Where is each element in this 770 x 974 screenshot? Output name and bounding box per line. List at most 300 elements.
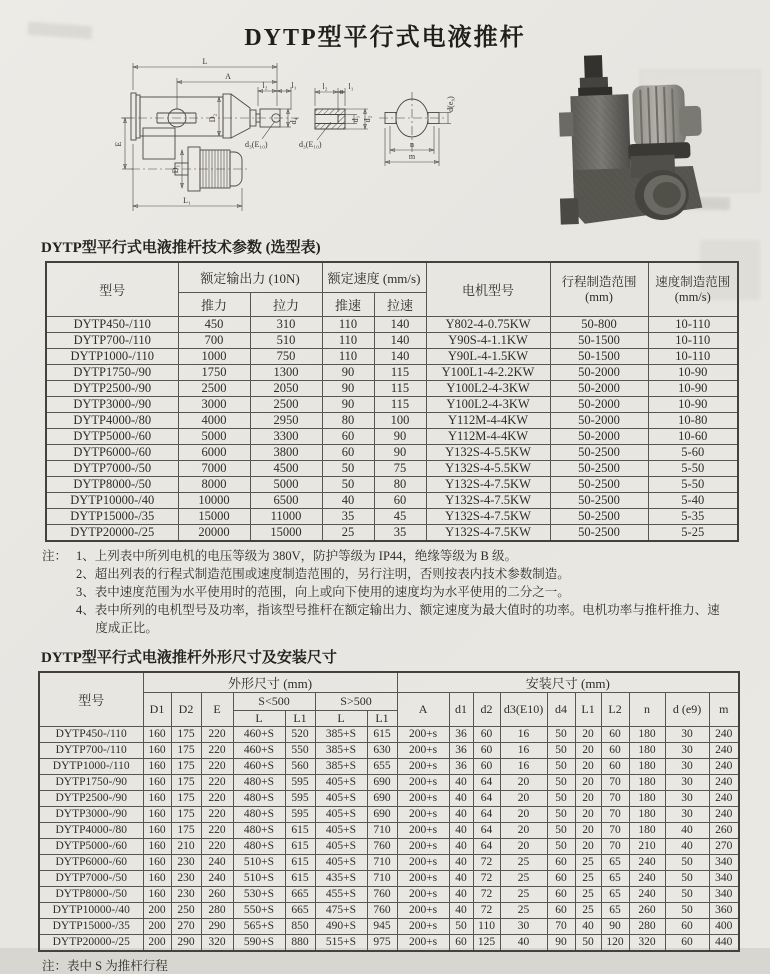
- value-cell: 220: [201, 839, 233, 855]
- value-cell: 16: [500, 727, 547, 743]
- model-cell: DYTP4000-/80: [46, 413, 178, 429]
- col-L2: L2: [601, 693, 629, 727]
- value-cell: 20: [575, 791, 601, 807]
- col-push-force: 推力: [178, 293, 250, 317]
- dimension-note: 注：表中 S 为推杆行程: [42, 959, 168, 973]
- dimension-drawing: [95, 54, 525, 224]
- value-cell: 700: [178, 333, 250, 349]
- value-cell: 945: [367, 919, 397, 935]
- value-cell: 36: [449, 743, 473, 759]
- group-s-gt-500: S>500: [315, 693, 397, 711]
- value-cell: 50: [547, 743, 575, 759]
- value-cell: 60: [473, 727, 500, 743]
- value-cell: 50-2500: [550, 525, 648, 542]
- value-cell: 64: [473, 823, 500, 839]
- dim-label-d3: d₃(E₁₀): [299, 140, 322, 149]
- value-cell: 515+S: [315, 935, 367, 952]
- speed-range-line2: (mm/s): [674, 289, 711, 304]
- value-cell: 10-90: [648, 365, 738, 381]
- model-cell: DYTP20000-/25: [39, 935, 143, 952]
- value-cell: 45: [374, 509, 426, 525]
- col-speed-range: [648, 262, 738, 317]
- spec-table-head: [46, 262, 738, 317]
- value-cell: 50: [547, 807, 575, 823]
- spec-notes: [42, 547, 728, 637]
- value-cell: 50-2000: [550, 429, 648, 445]
- value-cell: 405+S: [315, 791, 367, 807]
- page-title: DYTP型平行式电液推杆: [244, 25, 526, 51]
- value-cell: 40: [449, 887, 473, 903]
- value-cell: 520: [285, 727, 315, 743]
- value-cell: 210: [629, 839, 665, 855]
- table-row: [46, 397, 738, 413]
- value-cell: 50: [665, 887, 709, 903]
- value-cell: 11000: [250, 509, 322, 525]
- value-cell: 50: [547, 759, 575, 775]
- value-cell: 320: [201, 935, 233, 952]
- value-cell: 20: [500, 791, 547, 807]
- col-d1: d1: [449, 693, 473, 727]
- value-cell: 490+S: [315, 919, 367, 935]
- value-cell: 160: [143, 791, 171, 807]
- value-cell: 20: [500, 839, 547, 855]
- value-cell: 220: [201, 791, 233, 807]
- model-cell: DYTP700-/110: [39, 743, 143, 759]
- value-cell: 7000: [178, 461, 250, 477]
- value-cell: 115: [374, 397, 426, 413]
- value-cell: Y132S-4-7.5KW: [426, 525, 550, 542]
- value-cell: 120: [601, 935, 629, 952]
- table-row: [39, 743, 739, 759]
- value-cell: 510+S: [233, 855, 285, 871]
- value-cell: 2950: [250, 413, 322, 429]
- note-line: 2、超出列表的行程式制造范围或速度制造范围的，另行注明，否则按表内技术参数制造。: [76, 567, 570, 581]
- value-cell: 480+S: [233, 791, 285, 807]
- value-cell: 310: [250, 317, 322, 333]
- value-cell: 60: [665, 935, 709, 952]
- dim-label-E: E: [114, 141, 123, 147]
- section2-title: DYTP型平行式电液推杆外形尺寸及安装尺寸: [41, 650, 337, 666]
- value-cell: 2050: [250, 381, 322, 397]
- value-cell: 200+s: [397, 791, 449, 807]
- spec-table: [45, 261, 739, 542]
- table-row: [39, 871, 739, 887]
- value-cell: 75: [374, 461, 426, 477]
- model-cell: DYTP3000-/90: [46, 397, 178, 413]
- value-cell: 160: [143, 727, 171, 743]
- value-cell: 40: [449, 839, 473, 855]
- value-cell: 30: [500, 919, 547, 935]
- value-cell: 25: [500, 887, 547, 903]
- value-cell: 20000: [178, 525, 250, 542]
- value-cell: 20: [575, 839, 601, 855]
- value-cell: 5-60: [648, 445, 738, 461]
- value-cell: 50-1500: [550, 333, 648, 349]
- value-cell: 200+s: [397, 887, 449, 903]
- value-cell: 690: [367, 775, 397, 791]
- value-cell: 200+s: [397, 935, 449, 952]
- value-cell: 595: [285, 775, 315, 791]
- value-cell: 975: [367, 935, 397, 952]
- value-cell: Y100L1-4-2.2KW: [426, 365, 550, 381]
- dimension-table: [38, 671, 740, 952]
- value-cell: 125: [473, 935, 500, 952]
- value-cell: 50-2000: [550, 381, 648, 397]
- end-view: [379, 92, 455, 166]
- speed-range-line1: 速度制造范围: [655, 274, 731, 289]
- value-cell: 630: [367, 743, 397, 759]
- col-D2: D2: [171, 693, 201, 727]
- value-cell: 550+S: [233, 903, 285, 919]
- value-cell: 20: [500, 775, 547, 791]
- value-cell: 615: [285, 855, 315, 871]
- value-cell: Y132S-4-7.5KW: [426, 477, 550, 493]
- value-cell: 60: [547, 871, 575, 887]
- value-cell: Y100L2-4-3KW: [426, 397, 550, 413]
- value-cell: 710: [367, 871, 397, 887]
- model-cell: DYTP10000-/40: [46, 493, 178, 509]
- value-cell: 140: [374, 317, 426, 333]
- value-cell: 240: [709, 775, 739, 791]
- value-cell: 655: [367, 759, 397, 775]
- value-cell: 70: [601, 823, 629, 839]
- value-cell: 240: [709, 727, 739, 743]
- value-cell: 110: [322, 349, 374, 365]
- value-cell: 50: [665, 871, 709, 887]
- value-cell: 16: [500, 759, 547, 775]
- dim-label-A: A: [225, 72, 231, 81]
- value-cell: 50: [547, 823, 575, 839]
- model-cell: DYTP450-/110: [46, 317, 178, 333]
- value-cell: 3800: [250, 445, 322, 461]
- value-cell: 40: [449, 871, 473, 887]
- dimension-table-head: [39, 672, 739, 727]
- value-cell: 160: [143, 839, 171, 855]
- value-cell: 200+s: [397, 839, 449, 855]
- fork-detail-view: [299, 82, 372, 149]
- value-cell: 60: [547, 903, 575, 919]
- value-cell: 15000: [250, 525, 322, 542]
- value-cell: 30: [665, 791, 709, 807]
- model-cell: DYTP450-/110: [39, 727, 143, 743]
- value-cell: 5-50: [648, 477, 738, 493]
- model-cell: DYTP20000-/25: [46, 525, 178, 542]
- value-cell: 615: [285, 871, 315, 887]
- dim-label-l2: l₂: [322, 82, 328, 91]
- value-cell: 5-35: [648, 509, 738, 525]
- value-cell: 3000: [178, 397, 250, 413]
- value-cell: 175: [171, 791, 201, 807]
- value-cell: 40: [449, 775, 473, 791]
- value-cell: 200+s: [397, 903, 449, 919]
- value-cell: 110: [322, 317, 374, 333]
- value-cell: 60: [473, 759, 500, 775]
- table-row: [46, 333, 738, 349]
- value-cell: 50-2500: [550, 493, 648, 509]
- value-cell: 60: [374, 493, 426, 509]
- model-cell: DYTP6000-/60: [46, 445, 178, 461]
- model-cell: DYTP3000-/90: [39, 807, 143, 823]
- dim-label-m: m: [408, 152, 416, 161]
- side-view: [114, 57, 299, 211]
- table-row: [46, 413, 738, 429]
- model-cell: DYTP5000-/60: [46, 429, 178, 445]
- col-L-lt: L: [233, 711, 285, 727]
- value-cell: 60: [449, 935, 473, 952]
- value-cell: 10-60: [648, 429, 738, 445]
- col-stroke-range: [550, 262, 648, 317]
- col-motor-model: 电机型号: [426, 262, 550, 317]
- value-cell: 72: [473, 887, 500, 903]
- value-cell: 10-110: [648, 317, 738, 333]
- value-cell: 80: [374, 477, 426, 493]
- value-cell: 64: [473, 775, 500, 791]
- value-cell: 340: [709, 871, 739, 887]
- model-cell: DYTP15000-/35: [46, 509, 178, 525]
- dim-label-n: n: [410, 140, 414, 149]
- value-cell: 175: [171, 727, 201, 743]
- value-cell: 115: [374, 365, 426, 381]
- group-install-dims: 安装尺寸 (mm): [397, 672, 739, 693]
- spec-table-body: [46, 317, 738, 542]
- value-cell: 175: [171, 775, 201, 791]
- value-cell: 50: [575, 935, 601, 952]
- value-cell: 40: [500, 935, 547, 952]
- dim-label-L: L: [202, 57, 208, 66]
- value-cell: 50-2500: [550, 477, 648, 493]
- value-cell: 385+S: [315, 743, 367, 759]
- col-push-speed: 推速: [322, 293, 374, 317]
- value-cell: 160: [143, 743, 171, 759]
- value-cell: 70: [601, 791, 629, 807]
- value-cell: 25: [500, 855, 547, 871]
- value-cell: 50: [547, 775, 575, 791]
- col-A: A: [397, 693, 449, 727]
- value-cell: 240: [709, 791, 739, 807]
- table-row: [39, 807, 739, 823]
- value-cell: 50: [322, 461, 374, 477]
- value-cell: 200+s: [397, 775, 449, 791]
- col-d3-E10: d3(E10): [500, 693, 547, 727]
- value-cell: 16: [500, 743, 547, 759]
- table-row: [46, 493, 738, 509]
- value-cell: 460+S: [233, 727, 285, 743]
- value-cell: 10-110: [648, 333, 738, 349]
- value-cell: 175: [171, 743, 201, 759]
- value-cell: 240: [709, 743, 739, 759]
- value-cell: 50: [547, 839, 575, 855]
- value-cell: 70: [547, 919, 575, 935]
- value-cell: 160: [143, 775, 171, 791]
- value-cell: 60: [601, 743, 629, 759]
- col-pull-force: 拉力: [250, 293, 322, 317]
- value-cell: 260: [709, 823, 739, 839]
- value-cell: 290: [201, 919, 233, 935]
- notes-prefix: 注：: [42, 549, 68, 563]
- dim-label-L1: L₁: [183, 196, 191, 205]
- value-cell: 5-50: [648, 461, 738, 477]
- value-cell: 4000: [178, 413, 250, 429]
- table-row: [46, 477, 738, 493]
- table-row: [39, 887, 739, 903]
- value-cell: 480+S: [233, 823, 285, 839]
- value-cell: 20: [575, 743, 601, 759]
- dim-label-D1: D₁: [171, 164, 180, 174]
- value-cell: 615: [367, 727, 397, 743]
- value-cell: 260: [201, 887, 233, 903]
- value-cell: 270: [171, 919, 201, 935]
- table-row: [39, 775, 739, 791]
- model-cell: DYTP700-/110: [46, 333, 178, 349]
- stroke-range-line1: 行程制造范围: [561, 274, 637, 289]
- value-cell: 180: [629, 759, 665, 775]
- value-cell: 25: [500, 903, 547, 919]
- value-cell: 200+s: [397, 919, 449, 935]
- value-cell: 30: [665, 807, 709, 823]
- col-E: E: [201, 693, 233, 727]
- value-cell: 25: [575, 871, 601, 887]
- value-cell: 665: [285, 903, 315, 919]
- value-cell: 615: [285, 823, 315, 839]
- value-cell: 230: [171, 871, 201, 887]
- value-cell: 210: [171, 839, 201, 855]
- value-cell: 90: [322, 381, 374, 397]
- section1-title: DYTP型平行式电液推杆技术参数 (选型表): [41, 240, 321, 256]
- value-cell: 8000: [178, 477, 250, 493]
- value-cell: 115: [374, 381, 426, 397]
- value-cell: 70: [601, 775, 629, 791]
- value-cell: 480+S: [233, 839, 285, 855]
- value-cell: Y132S-4-5.5KW: [426, 445, 550, 461]
- table-row: [46, 445, 738, 461]
- value-cell: 36: [449, 759, 473, 775]
- value-cell: 5-40: [648, 493, 738, 509]
- value-cell: 240: [629, 855, 665, 871]
- value-cell: 90: [322, 365, 374, 381]
- table-row: [39, 839, 739, 855]
- value-cell: 460+S: [233, 759, 285, 775]
- col-d-e9: d (e9): [665, 693, 709, 727]
- value-cell: 595: [285, 807, 315, 823]
- value-cell: 15000: [178, 509, 250, 525]
- col-D1: D1: [143, 693, 171, 727]
- value-cell: 240: [201, 855, 233, 871]
- value-cell: 65: [601, 855, 629, 871]
- col-m: m: [709, 693, 739, 727]
- value-cell: 50-2000: [550, 397, 648, 413]
- value-cell: 30: [665, 759, 709, 775]
- value-cell: 400: [709, 919, 739, 935]
- value-cell: 60: [547, 855, 575, 871]
- value-cell: 50: [665, 855, 709, 871]
- value-cell: 240: [629, 887, 665, 903]
- table-row: [46, 349, 738, 365]
- value-cell: 50-2500: [550, 461, 648, 477]
- value-cell: 64: [473, 839, 500, 855]
- value-cell: 760: [367, 887, 397, 903]
- value-cell: 405+S: [315, 775, 367, 791]
- figure-row: [0, 54, 770, 232]
- value-cell: 90: [601, 919, 629, 935]
- value-cell: 200: [143, 903, 171, 919]
- table-row: [39, 919, 739, 935]
- dim-label-l2: l₂: [262, 81, 268, 90]
- value-cell: 5000: [250, 477, 322, 493]
- value-cell: 200: [143, 919, 171, 935]
- value-cell: 2500: [178, 381, 250, 397]
- value-cell: 40: [665, 839, 709, 855]
- value-cell: Y132S-4-7.5KW: [426, 493, 550, 509]
- value-cell: 20: [575, 775, 601, 791]
- value-cell: 160: [143, 887, 171, 903]
- value-cell: 220: [201, 743, 233, 759]
- table-row: [46, 461, 738, 477]
- value-cell: 175: [171, 823, 201, 839]
- col-model: 型号: [39, 672, 143, 727]
- value-cell: 290: [171, 935, 201, 952]
- value-cell: 280: [201, 903, 233, 919]
- value-cell: 72: [473, 871, 500, 887]
- value-cell: 460+S: [233, 743, 285, 759]
- col-L1: L1: [575, 693, 601, 727]
- table-row: [46, 381, 738, 397]
- value-cell: 665: [285, 887, 315, 903]
- value-cell: Y112M-4-4KW: [426, 429, 550, 445]
- note-line: 4、表中所列的电机型号及功率，指该型号推杆在额定输出力、额定速度为最大值时的功率。电机功率与推杆推力、速度成正比。: [76, 603, 720, 635]
- value-cell: 40: [449, 791, 473, 807]
- value-cell: 220: [201, 823, 233, 839]
- value-cell: 240: [629, 871, 665, 887]
- table-row: [39, 935, 739, 952]
- table-row: [46, 365, 738, 381]
- value-cell: 2500: [250, 397, 322, 413]
- value-cell: 760: [367, 903, 397, 919]
- dim-label-d2: d₂: [363, 115, 372, 123]
- value-cell: 90: [374, 445, 426, 461]
- model-cell: DYTP5000-/60: [39, 839, 143, 855]
- table-row: [39, 759, 739, 775]
- table-row: [46, 509, 738, 525]
- value-cell: 90: [374, 429, 426, 445]
- value-cell: 50: [322, 477, 374, 493]
- value-cell: 405+S: [315, 807, 367, 823]
- value-cell: 280: [629, 919, 665, 935]
- value-cell: 405+S: [315, 855, 367, 871]
- value-cell: 140: [374, 333, 426, 349]
- value-cell: 40: [449, 823, 473, 839]
- value-cell: 440: [709, 935, 739, 952]
- value-cell: 200: [143, 935, 171, 952]
- model-cell: DYTP8000-/50: [39, 887, 143, 903]
- value-cell: 60: [322, 429, 374, 445]
- value-cell: 240: [709, 759, 739, 775]
- value-cell: 590+S: [233, 935, 285, 952]
- value-cell: 10-80: [648, 413, 738, 429]
- table-row: [46, 429, 738, 445]
- value-cell: Y802-4-0.75KW: [426, 317, 550, 333]
- value-cell: 60: [322, 445, 374, 461]
- value-cell: 60: [601, 727, 629, 743]
- table-row: [39, 791, 739, 807]
- value-cell: 50: [547, 727, 575, 743]
- value-cell: 100: [374, 413, 426, 429]
- value-cell: 230: [171, 855, 201, 871]
- value-cell: 175: [171, 759, 201, 775]
- value-cell: 25: [322, 525, 374, 542]
- value-cell: 200+s: [397, 855, 449, 871]
- table-row: [39, 823, 739, 839]
- table-row: [46, 317, 738, 333]
